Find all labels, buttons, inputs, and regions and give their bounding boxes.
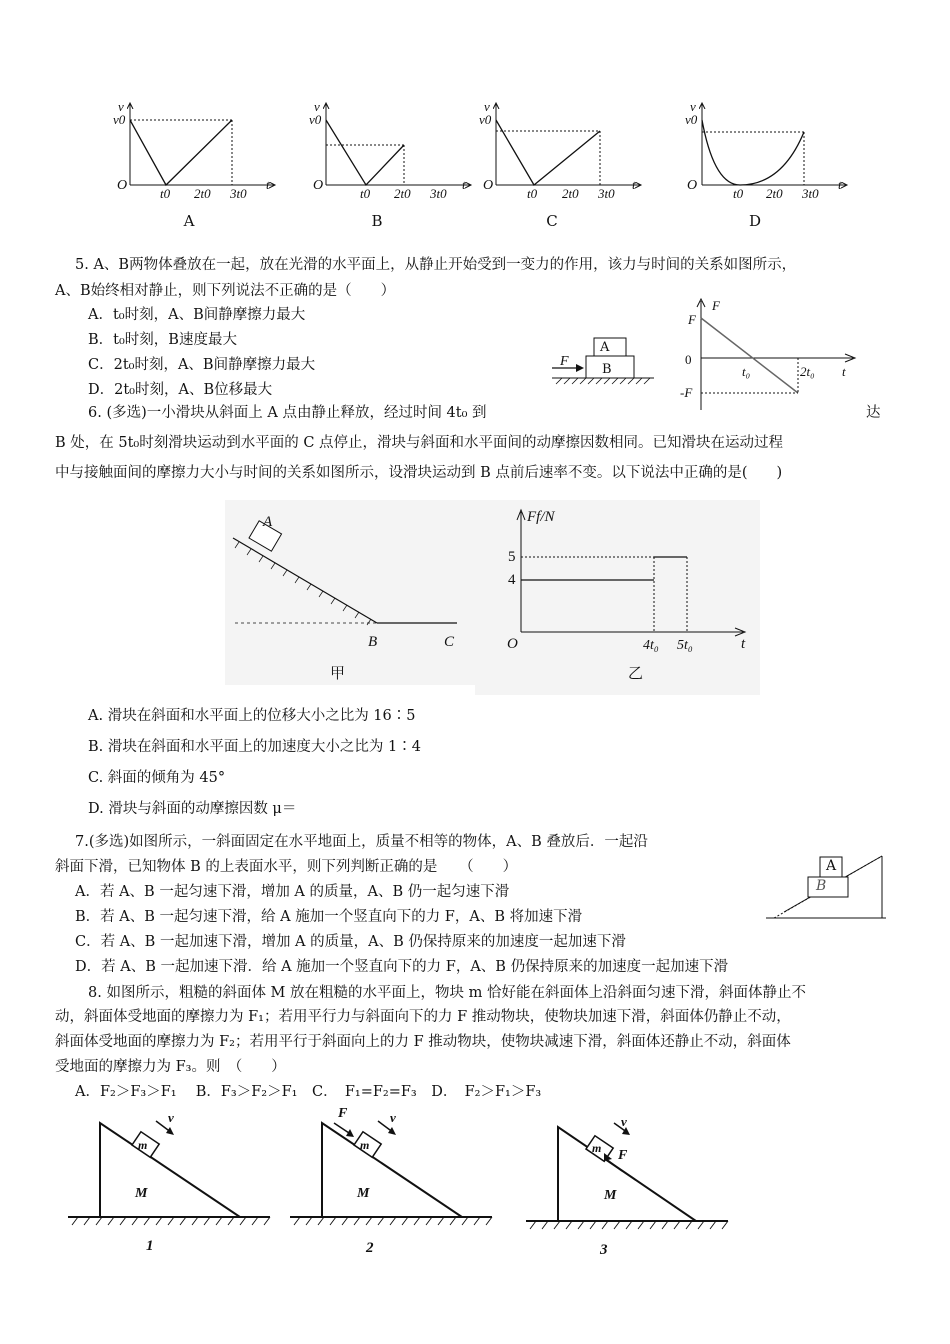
q6-option-c: C. 斜面的倾角为 45° bbox=[88, 770, 226, 786]
q7-fig-a: A bbox=[826, 858, 837, 874]
q5-option-c: C．2t₀时刻，A、B间静摩擦力最大 bbox=[88, 357, 316, 373]
q5-graph-f-axis: F bbox=[712, 298, 720, 313]
q6-graph-origin: O bbox=[507, 636, 518, 652]
q5-force-graph bbox=[675, 295, 865, 413]
vt-v-label-b: v bbox=[314, 99, 320, 114]
q8-stem-line3: 斜面体受地面的摩擦力为 F₂；若用平行于斜面向上的力 F 推动物块，使物块减速下滑，斜面体还静止不动，斜面体 bbox=[55, 1034, 791, 1050]
vt-graph-c bbox=[496, 103, 641, 185]
q8-fig2-label: 2 bbox=[366, 1240, 374, 1256]
q5-option-d: D．2t₀时刻，A、B位移最大 bbox=[88, 382, 273, 398]
q5-stem-line1: 5. A、B两物体叠放在一起，放在光滑的水平面上，从静止开始受到一变力的作用，该力与时间的关系如图所示， bbox=[75, 257, 797, 273]
vt-tick-a-2: 2t0 bbox=[194, 186, 211, 201]
vt-graph-a bbox=[130, 103, 275, 185]
q8-fig1-M: M bbox=[135, 1186, 148, 1201]
q5-option-b: B．t₀时刻，B速度最大 bbox=[88, 332, 237, 348]
vt-tick-c-2: 2t0 bbox=[562, 186, 579, 201]
q8-fig2-F: F bbox=[338, 1106, 348, 1121]
q5-block-b-label: B bbox=[602, 362, 612, 377]
vt-tick-b-3: 3t0 bbox=[430, 186, 447, 201]
q6-fig-point-b: B bbox=[368, 634, 378, 650]
q8-fig2-v: v bbox=[390, 1110, 396, 1125]
q6-fig-jia-caption: 甲 bbox=[330, 664, 346, 682]
q8-stem-line2: 动，斜面体受地面的摩擦力为 F₁；若用平行力与斜面向下的力 F 推动物块，使物块加速下滑，斜面体仍静止不动， bbox=[55, 1009, 791, 1025]
q6-graph-tick-4t0: 4t₀ bbox=[643, 638, 659, 653]
q5-block-a-label: A bbox=[600, 340, 610, 355]
vt-tick-d-1: t0 bbox=[733, 186, 744, 201]
vt-v0-label-c: v0 bbox=[479, 112, 492, 127]
q6-stem-line1: 6. (多选)一小滑块从斜面上 A 点由静止释放，经过时间 4t₀ 到 bbox=[88, 405, 487, 421]
q5-graph-t: t bbox=[842, 364, 846, 379]
vt-graph-b bbox=[326, 103, 471, 185]
vt-v-label-c: v bbox=[484, 99, 490, 114]
vt-v0-label-b: v0 bbox=[309, 112, 322, 127]
q7-stem-line1: 7.(多选)如图所示，一斜面固定在水平地面上，质量不相等的物体，A、B 叠放后．一起沿 bbox=[75, 834, 648, 850]
vt-caption-b: B bbox=[371, 212, 383, 230]
q8-fig1-m: m bbox=[138, 1138, 148, 1152]
vt-caption-a: A bbox=[183, 212, 195, 230]
q8-fig3-m: m bbox=[592, 1141, 602, 1155]
vt-v-label-a: v bbox=[118, 99, 124, 114]
q7-option-a: A．若 A、B 一起匀速下滑，增加 A 的质量，A、B 仍一起匀速下滑 bbox=[75, 884, 510, 900]
q8-fig3-v: v bbox=[621, 1114, 627, 1129]
q6-fig-yi-caption: 乙 bbox=[628, 664, 644, 682]
vt-t-label-d: t bbox=[838, 177, 842, 192]
vt-t-label-a: t bbox=[266, 177, 270, 192]
q6-stem-line2: B 处，在 5t₀时刻滑块运动到水平面的 C 点停止，滑块与斜面和水平面间的动摩擦因数相同。已知滑块在运动过程 bbox=[55, 435, 784, 451]
vt-v0-label-a: v0 bbox=[113, 112, 126, 127]
q7-option-b: B．若 A、B 一起匀速下滑，给 A 施加一个竖直向下的力 F，A、B 将加速下滑 bbox=[75, 909, 583, 925]
q6-option-d: D. 滑块与斜面的动摩擦因数 μ＝ bbox=[88, 801, 297, 817]
q6-stem-line3: 中与接触面间的摩擦力大小与时间的关系如图所示，设滑块运动到 B 点前后速率不变。以下说法中正确的是( ) bbox=[55, 465, 783, 481]
vt-tick-c-1: t0 bbox=[527, 186, 538, 201]
vt-caption-d: D bbox=[748, 212, 762, 230]
vt-v0-label-d: v0 bbox=[685, 112, 698, 127]
q8-fig3-M: M bbox=[604, 1188, 617, 1203]
q8-fig1-label: 1 bbox=[146, 1238, 154, 1254]
q5-graph-zero: 0 bbox=[685, 352, 692, 367]
vt-tick-d-2: 2t0 bbox=[766, 186, 783, 201]
q7-fig-b: B bbox=[816, 878, 827, 894]
q8-fig1-v: v bbox=[168, 1110, 174, 1125]
q5-stem-line2: A、B始终相对静止，则下列说法不正确的是（ ） bbox=[55, 283, 396, 299]
vt-tick-c-3: 3t0 bbox=[598, 186, 615, 201]
vt-origin-c: O bbox=[483, 178, 494, 193]
q6-fig-point-c: C bbox=[444, 634, 455, 650]
q6-option-a: A. 滑块在斜面和水平面上的位移大小之比为 16∶5 bbox=[88, 708, 416, 724]
vt-graph-d bbox=[702, 103, 847, 185]
q8-figure-3 bbox=[526, 1123, 728, 1229]
q6-stem-line1-end: 达 bbox=[866, 405, 881, 421]
q8-figure-2 bbox=[290, 1121, 492, 1225]
q8-stem-line1: 8. 如图所示，粗糙的斜面体 M 放在粗糙的水平面上，物块 m 恰好能在斜面体上沿斜面匀速下滑，斜面体静止不 bbox=[88, 985, 806, 1001]
vt-caption-c: C bbox=[546, 212, 558, 230]
q5-graph-f-value: F bbox=[688, 312, 696, 327]
q5-option-a: A．t₀时刻，A、B间静摩擦力最大 bbox=[88, 307, 306, 323]
q8-fig3-label: 3 bbox=[600, 1242, 608, 1258]
q5-graph-2t0: 2t₀ bbox=[800, 364, 815, 379]
q7-option-d: D．若 A、B 一起加速下滑．给 A 施加一个竖直向下的力 F，A、B 仍保持原来的加速度一起加速下滑 bbox=[75, 959, 729, 975]
q7-option-c: C．若 A、B 一起加速下滑，增加 A 的质量，A、B 仍保持原来的加速度一起加速下滑 bbox=[75, 934, 626, 950]
q5-graph-neg-f: -F bbox=[680, 385, 693, 400]
vt-v-label-d: v bbox=[690, 99, 696, 114]
q8-options: A．F₂＞F₃＞F₁ B．F₃＞F₂＞F₁ C． F₁=F₂=F₃ D． F₂＞F₁＞F₃ bbox=[75, 1084, 542, 1100]
vt-origin-b: O bbox=[313, 178, 324, 193]
q6-graph-t-label: t bbox=[741, 636, 746, 652]
vt-tick-a-3: 3t0 bbox=[230, 186, 247, 201]
q8-stem-line4: 受地面的摩擦力为 F₃。则 （ ） bbox=[55, 1059, 286, 1075]
vt-tick-a-1: t0 bbox=[160, 186, 171, 201]
q6-graph-tick-5t0: 5t₀ bbox=[677, 638, 693, 653]
q6-fig-point-a: A bbox=[263, 514, 273, 530]
q6-friction-graph bbox=[475, 500, 760, 695]
q8-figures bbox=[60, 1105, 740, 1260]
vt-tick-d-3: 3t0 bbox=[802, 186, 819, 201]
q7-stem-line2: 斜面下滑，已知物体 B 的上表面水平，则下列判断正确的是 （ ） bbox=[55, 859, 518, 875]
vt-origin-d: O bbox=[687, 178, 698, 193]
vt-t-label-b: t bbox=[462, 177, 466, 192]
vt-origin-a: O bbox=[117, 178, 128, 193]
q8-figure-1 bbox=[68, 1121, 270, 1225]
q5-force-label: F bbox=[560, 354, 569, 369]
q5-graph-t0: t₀ bbox=[742, 364, 751, 379]
q6-option-b: B. 滑块在斜面和水平面上的加速度大小之比为 1∶4 bbox=[88, 739, 421, 755]
q6-graph-ylabel: Ff/N bbox=[527, 509, 555, 525]
vt-t-label-c: t bbox=[632, 177, 636, 192]
q8-fig2-m: m bbox=[360, 1138, 370, 1152]
q8-fig3-F: F bbox=[618, 1148, 628, 1163]
vt-tick-b-2: 2t0 bbox=[394, 186, 411, 201]
q6-graph-tick-4: 4 bbox=[508, 572, 516, 588]
vt-tick-b-1: t0 bbox=[360, 186, 371, 201]
q6-graph-tick-5: 5 bbox=[508, 549, 516, 565]
q8-fig2-M: M bbox=[357, 1186, 370, 1201]
